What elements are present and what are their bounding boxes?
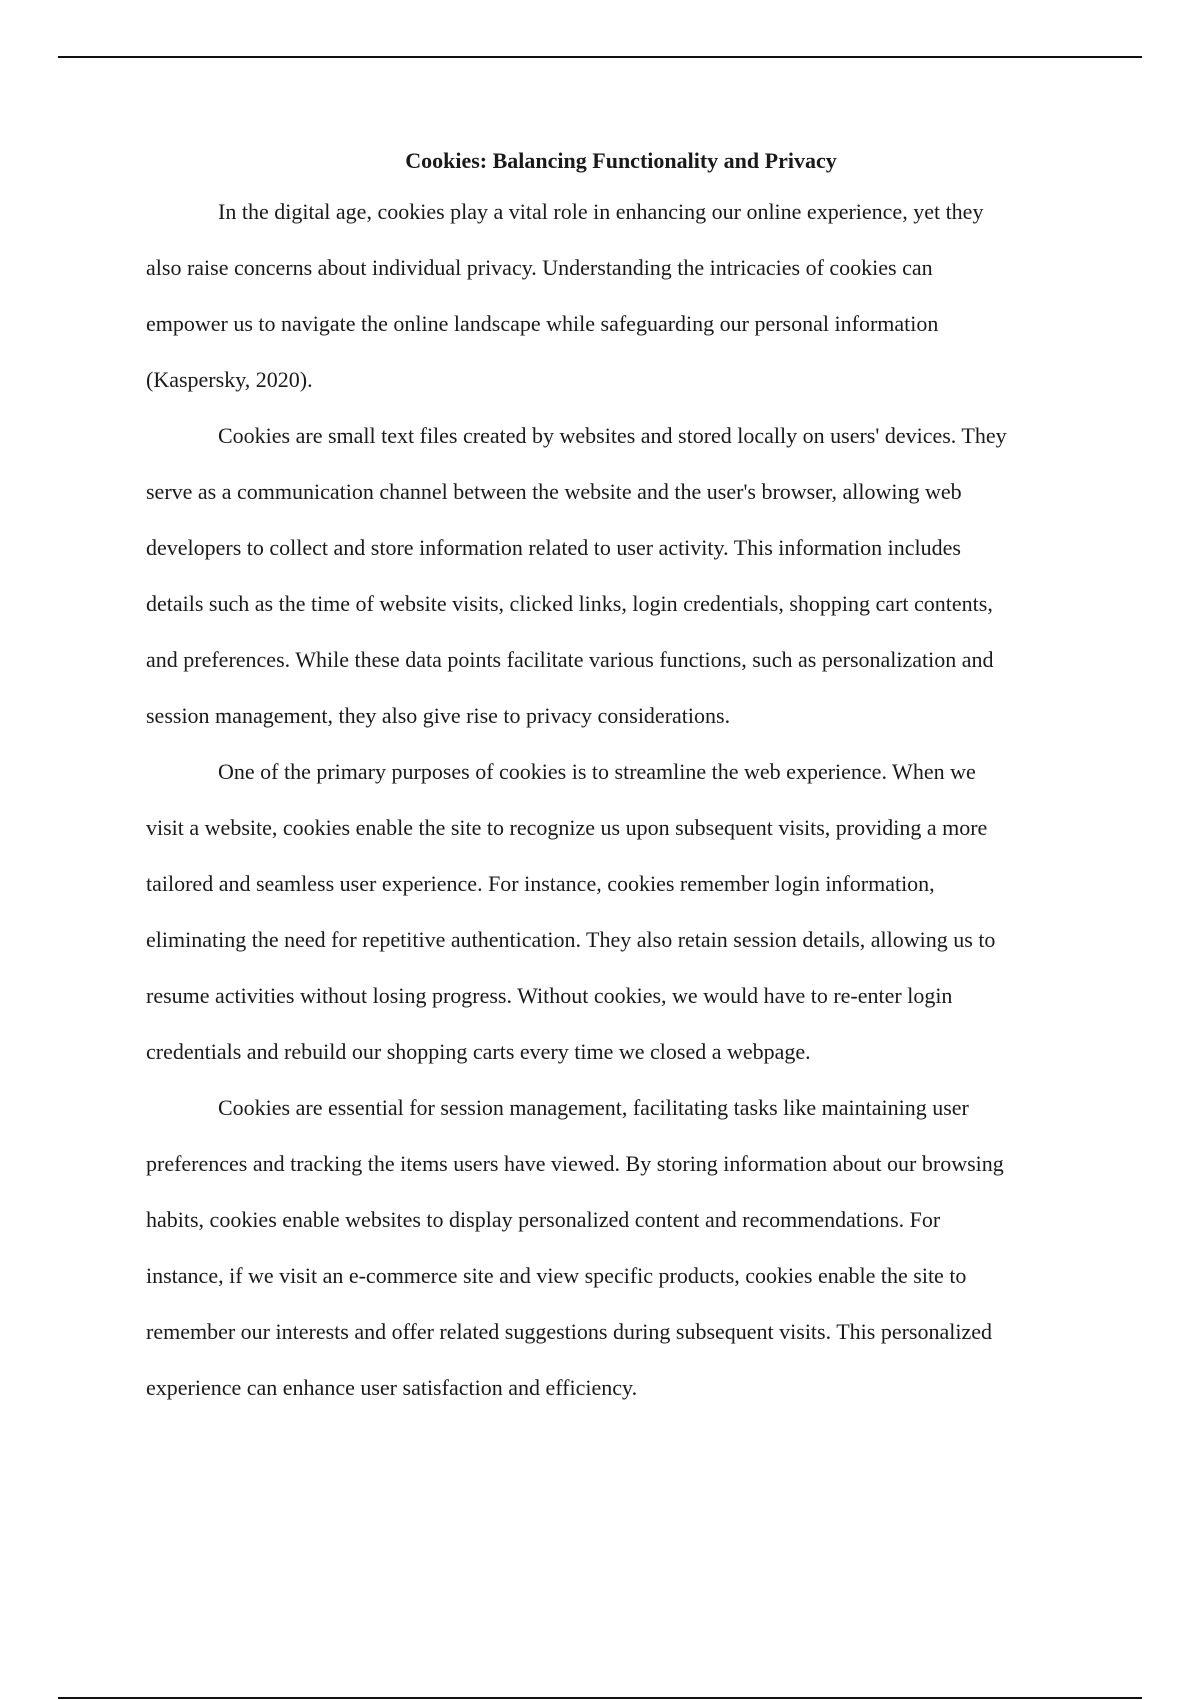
paragraph-line: (Kaspersky, 2020). <box>146 367 313 392</box>
paragraph-line: empower us to navigate the online landscape while safeguarding our personal information <box>146 311 939 336</box>
paragraph-1 <box>146 184 1096 408</box>
paragraph-line: eliminating the need for repetitive authentication. They also retain session details, allowing us to <box>146 927 996 952</box>
paragraph-line: preferences and tracking the items users have viewed. By storing information about our browsing <box>146 1151 1004 1176</box>
paragraph-line: session management, they also give rise to privacy considerations. <box>146 703 731 728</box>
paragraph-line: experience can enhance user satisfaction and efficiency. <box>146 1375 638 1400</box>
paragraph-line: instance, if we visit an e-commerce site and view specific products, cookies enable the site to <box>146 1263 967 1288</box>
paragraph-line: resume activities without losing progress. Without cookies, we would have to re-enter login <box>146 983 953 1008</box>
paragraph-line: credentials and rebuild our shopping carts every time we closed a webpage. <box>146 1039 811 1064</box>
paragraph-line: visit a website, cookies enable the site to recognize us upon subsequent visits, providing a more <box>146 815 988 840</box>
paragraph-line: details such as the time of website visits, clicked links, login credentials, shopping cart contents, <box>146 591 993 616</box>
document-page <box>146 138 1096 1416</box>
paragraph-line: Cookies are small text files created by websites and stored locally on users' devices. They <box>218 423 1007 448</box>
paragraph-line: and preferences. While these data points facilitate various functions, such as personalization and <box>146 647 994 672</box>
paragraph-line: habits, cookies enable websites to display personalized content and recommendations. For <box>146 1207 941 1232</box>
paragraph-line: developers to collect and store information related to user activity. This information includes <box>146 535 961 560</box>
paragraph-line: In the digital age, cookies play a vital role in enhancing our online experience, yet they <box>218 199 984 224</box>
paragraph-3 <box>146 744 1096 1080</box>
document-title: Cookies: Balancing Functionality and Privacy <box>405 148 837 173</box>
top-rule <box>58 56 1142 58</box>
bottom-rule <box>58 1697 1142 1699</box>
paragraph-line: remember our interests and offer related suggestions during subsequent visits. This personalized <box>146 1319 992 1344</box>
paragraph-2 <box>146 408 1096 744</box>
paragraph-line: tailored and seamless user experience. For instance, cookies remember login information, <box>146 871 935 896</box>
paragraph-line: Cookies are essential for session management, facilitating tasks like maintaining user <box>218 1095 969 1120</box>
paragraph-4 <box>146 1080 1096 1416</box>
paragraph-line: serve as a communication channel between the website and the user's browser, allowing web <box>146 479 962 504</box>
paragraph-line: One of the primary purposes of cookies is to streamline the web experience. When we <box>218 759 976 784</box>
paragraph-line: also raise concerns about individual privacy. Understanding the intricacies of cookies can <box>146 255 933 280</box>
